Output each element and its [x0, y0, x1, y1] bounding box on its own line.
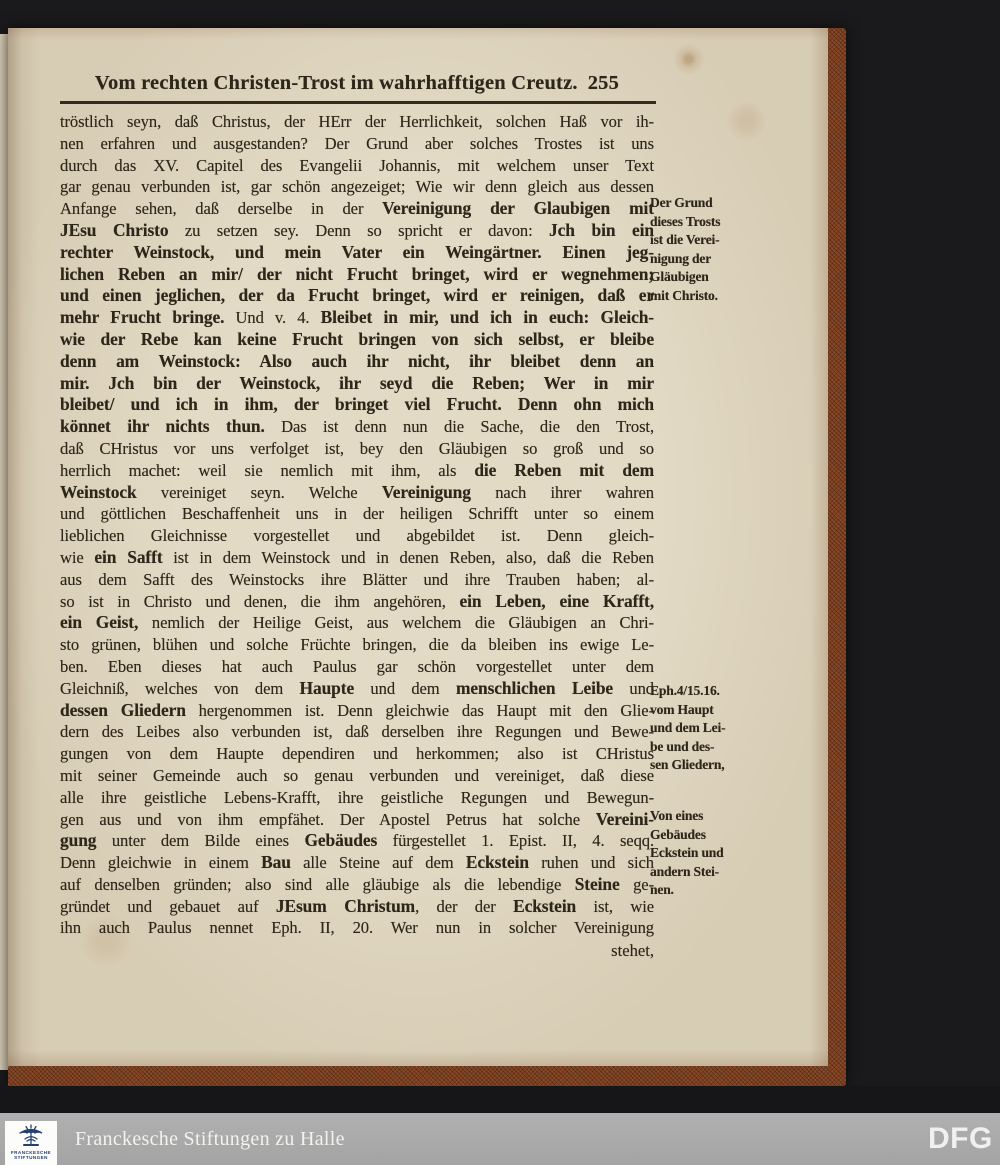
- body-line: durch das XV. Capitel des Evangelii Johannis, mit welchem unser Text: [60, 155, 654, 175]
- body-line: dern des Leibes also verbunden ist, daß derselben ihre Regungen und Bewe-: [60, 722, 654, 742]
- body-text: [60, 111, 654, 939]
- margin-note-line: nigung der: [650, 250, 712, 266]
- book-page: [8, 28, 828, 1066]
- body-line: JEsu Christo zu setzen sey. Denn so spricht er davon: Jch bin ein: [60, 219, 654, 240]
- margin-note-line: Gläubigen: [650, 269, 709, 285]
- margin-note-line: und dem Lei-: [650, 720, 726, 736]
- body-line: bleibet/ und ich in ihm, der bringet viel Frucht. Denn ohn mich: [60, 394, 654, 415]
- margin-note-line: andern Stei-: [650, 863, 719, 879]
- body-line: Anfange sehen, daß derselbe in der Vereinigung der Glaubigen mit: [60, 198, 654, 219]
- body-line: ein Geist, nemlich der Heilige Geist, aus welchem die Gläubigen an Chri-: [60, 612, 654, 633]
- institution-logo-text-line1: FRANCKESCHE: [10, 1150, 52, 1155]
- margin-note-line: Der Grund: [650, 195, 713, 210]
- institution-logo-text-line2: STIFTUNGEN: [14, 1155, 48, 1161]
- margin-note-line: Eckstein und: [650, 845, 724, 861]
- body-line: tröstlich seyn, daß Christus, der HErr der Herrlichkeit, solchen Haß vor ih-: [60, 112, 654, 131]
- body-line: sto grünen, blühen und solche Früchte bringen, die da bleiben ins ewige Le-: [60, 635, 654, 655]
- footer-black-gap: [0, 1086, 1000, 1113]
- body-line: so ist in Christo und denen, die ihm angehören, ein Leben, eine Krafft,: [60, 590, 654, 611]
- institution-logo[interactable]: [5, 1121, 57, 1165]
- margin-note-line: Eph.4/15.16.: [650, 683, 720, 698]
- margin-note-line: mit Christo.: [650, 287, 718, 303]
- body-line: und einen jeglichen, der da Frucht bringet, wird er reinigen, daß er: [60, 285, 654, 306]
- body-line: Denn gleichwie in einem Bau alle Steine auf dem Eckstein ruhen und sich: [60, 852, 654, 873]
- margin-note-3: [650, 807, 786, 900]
- running-title: Vom rechten Christen-Trost im wahrhafftigen Creutz.: [94, 72, 578, 94]
- body-line: lichen Reben an mir/ der nicht Frucht bringet, wird er wegnehmen;: [60, 263, 654, 284]
- body-line: alle ihre geistliche Lebens-Krafft, ihre geistliche Regungen und Bewegun-: [60, 787, 654, 807]
- body-line: nen erfahren und ausgestanden? Der Grund aber solches Trostes ist uns: [60, 133, 654, 153]
- body-line: aus dem Safft des Weinstocks ihre Blätter und ihre Trauben haben; al-: [60, 569, 654, 589]
- book-cover-edge: [8, 28, 846, 1086]
- body-line: denn am Weinstock: Also auch ihr nicht, ihr bleibet denn an: [60, 350, 654, 371]
- body-line: ben. Eben dieses hat auch Paulus gar schön vorgestellet unter dem: [60, 656, 654, 676]
- header-rule: [60, 101, 656, 104]
- margin-note-2: [650, 682, 786, 775]
- page-number: 255: [587, 72, 620, 94]
- body-line: dessen Gliedern hergenommen ist. Denn gleichwie das Haupt mit den Glie-: [60, 699, 654, 720]
- institution-name: Franckesche Stiftungen zu Halle: [75, 1128, 345, 1150]
- margin-note-line: dieses Trosts: [650, 213, 721, 229]
- body-line: Gleichniß, welches von dem Haupte und dem menschlichen Leibe und: [60, 677, 654, 698]
- body-line: rechter Weinstock, und mein Vater ein Weingärtner. Einen jeg-: [60, 241, 654, 262]
- body-line: mehr Frucht bringe. Und v. 4. Bleibet in mir, und ich in euch: Gleich-: [60, 307, 655, 328]
- body-line: auf denselben gründen; also sind alle gläubige als die lebendige Steine ge-: [60, 873, 654, 894]
- margin-note-line: vom Haupt: [650, 701, 714, 717]
- body-line: ihn auch Paulus nennet Eph. II, 20. Wer nun in solcher Vereinigung: [60, 918, 654, 938]
- body-line: mir. Jch bin der Weinstock, ihr seyd die Reben; Wer in mir: [60, 372, 654, 393]
- body-line: gar genau verbunden ist, gar schön angezeiget; Wie wir denn gleich aus dessen: [60, 177, 654, 197]
- body-line: herrlich machet: weil sie nemlich mit ihm, als die Reben mit dem: [60, 459, 654, 480]
- margin-note-line: ist die Verei-: [650, 232, 720, 248]
- dfg-logo[interactable]: DFG: [928, 1122, 993, 1155]
- body-line: lieblichen Gleichnisse vorgestellet und abgebildet ist. Denn gleich-: [60, 526, 654, 546]
- body-line: gen aus und von ihm empfähet. Der Apostel Petrus hat solche Vereini-: [60, 808, 654, 829]
- body-line: Weinstock vereiniget seyn. Welche Vereinigung nach ihrer wahren: [60, 481, 654, 502]
- margin-note-1: [650, 194, 786, 306]
- body-line: könnet ihr nichts thun. Das ist denn nun die Sache, die den Trost,: [60, 416, 654, 437]
- margin-note-line: nen.: [650, 882, 674, 898]
- margin-note-line: sen Gliedern,: [650, 757, 725, 773]
- page-header: [60, 72, 654, 95]
- catchword: stehet,: [611, 941, 654, 960]
- franckesche-emblem-icon: [16, 1124, 46, 1150]
- body-line: mit seiner Gemeinde auch so genau verbunden und vereiniget, daß diese: [60, 765, 654, 785]
- body-line: wie der Rebe kan keine Frucht bringen von sich selbst, er bleibe: [60, 328, 654, 349]
- body-line: gründet und gebauet auf JEsum Christum, der der Eckstein ist, wie: [60, 895, 654, 916]
- body-line: gung unter dem Bilde eines Gebäudes fürgestellet 1. Epist. II, 4. seqq.: [60, 830, 655, 851]
- margin-note-line: be und des-: [650, 738, 715, 754]
- body-line: wie ein Safft ist in dem Weinstock und in denen Reben, also, daß die Reben: [60, 546, 654, 567]
- margin-note-line: Von eines: [650, 808, 704, 823]
- body-line: gungen von dem Haupte dependiren und herkommen; also ist CHristus: [60, 744, 654, 764]
- margin-note-line: Gebäudes: [650, 826, 706, 842]
- body-line: daß CHristus vor uns verfolget ist, bey den Gläubigen so groß und so: [60, 438, 654, 458]
- body-line: und göttlichen Beschaffenheit uns in der heiligen Schrifft unter so einem: [60, 504, 654, 524]
